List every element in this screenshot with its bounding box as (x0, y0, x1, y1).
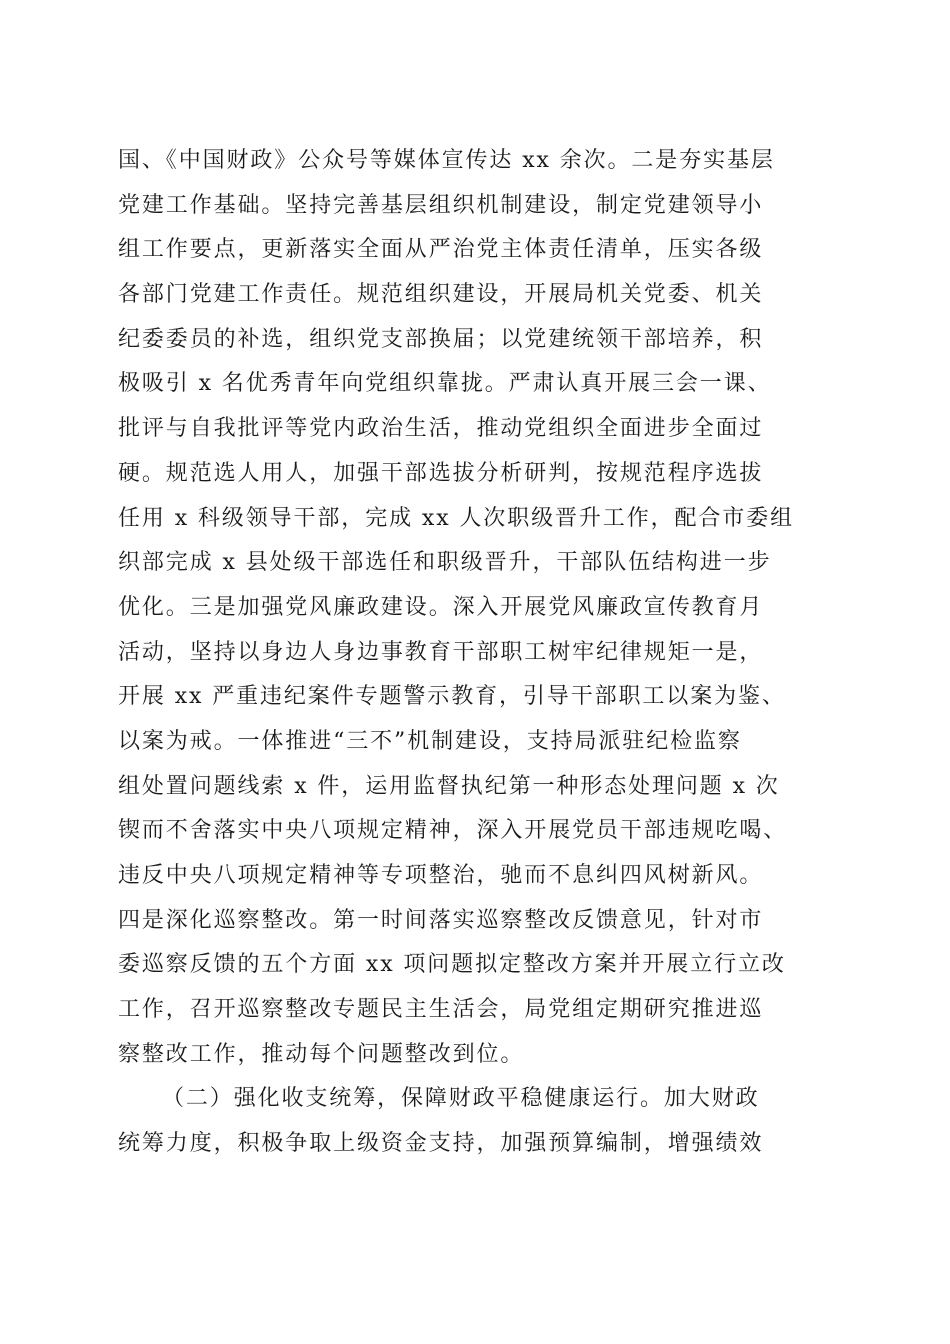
text-line: 党建工作基础。坚持完善基层组织机制建设，制定党建领导小 (118, 192, 764, 218)
text-line: 各部门党建工作责任。规范组织建设，开展局机关党委、机关 (118, 282, 764, 308)
text-line: 四是深化巡察整改。第一时间落实巡察整改反馈意见，针对市 (118, 907, 764, 933)
text-line: 锲而不舍落实中央八项规定精神，深入开展党员干部违规吃喝、 (118, 818, 788, 844)
text-line: 织部完成 x 县处级干部选任和职级晋升，干部队伍结构进一步 (118, 550, 772, 576)
text-line: 极吸引 x 名优秀青年向党组织靠拢。严肃认真开展三会一课、 (118, 371, 772, 397)
text-line: 察整改工作，推动每个问题整改到位。 (118, 1041, 525, 1067)
text-line: 任用 x 科级领导干部，完成 xx 人次职级晋升工作，配合市委组 (118, 505, 794, 531)
text-line: 组工作要点，更新落实全面从严治党主体责任清单，压实各级 (118, 237, 764, 263)
text-line: 组处置问题线索 x 件，运用监督执纪第一种形态处理问题 x 次 (118, 773, 780, 799)
text-line: 工作，召开巡察整改专题民主生活会，局党组定期研究推进巡 (118, 997, 764, 1023)
text-line: 优化。三是加强党风廉政建设。深入开展党风廉政宣传教育月 (118, 594, 764, 620)
text-line: 国、《中国财政》公众号等媒体宣传达 xx 余次。二是夯实基层 (118, 148, 775, 173)
text-line: 纪委委员的补选，组织党支部换届；以党建统领干部培养，积 (118, 326, 764, 352)
text-line: 开展 xx 严重违纪案件专题警示教育，引导干部职工以案为鉴、 (118, 684, 786, 710)
text-line: 活动，坚持以身边人身边事教育干部职工树牢纪律规矩一是， (118, 639, 764, 665)
document-body (118, 139, 878, 1167)
section-heading-line: （二）强化收支统筹，保障财政平稳健康运行。加大财政 (162, 1086, 760, 1112)
text-line: 硬。规范选人用人，加强干部选拔分析研判，按规范程序选拔 (118, 460, 764, 486)
text-line: 批评与自我批评等党内政治生活，推动党组织全面进步全面过 (118, 416, 764, 442)
text-line: 委巡察反馈的五个方面 xx 项问题拟定整改方案并开展立行立改 (118, 952, 786, 978)
text-line: 统筹力度，积极争取上级资金支持，加强预算编制，增强绩效 (118, 1131, 764, 1157)
text-line: 以案为戒。一体推进“三不”机制建设，支持局派驻纪检监察 (118, 728, 742, 754)
text-line: 违反中央八项规定精神等专项整治，驰而不息纠四风树新风。 (118, 863, 764, 888)
